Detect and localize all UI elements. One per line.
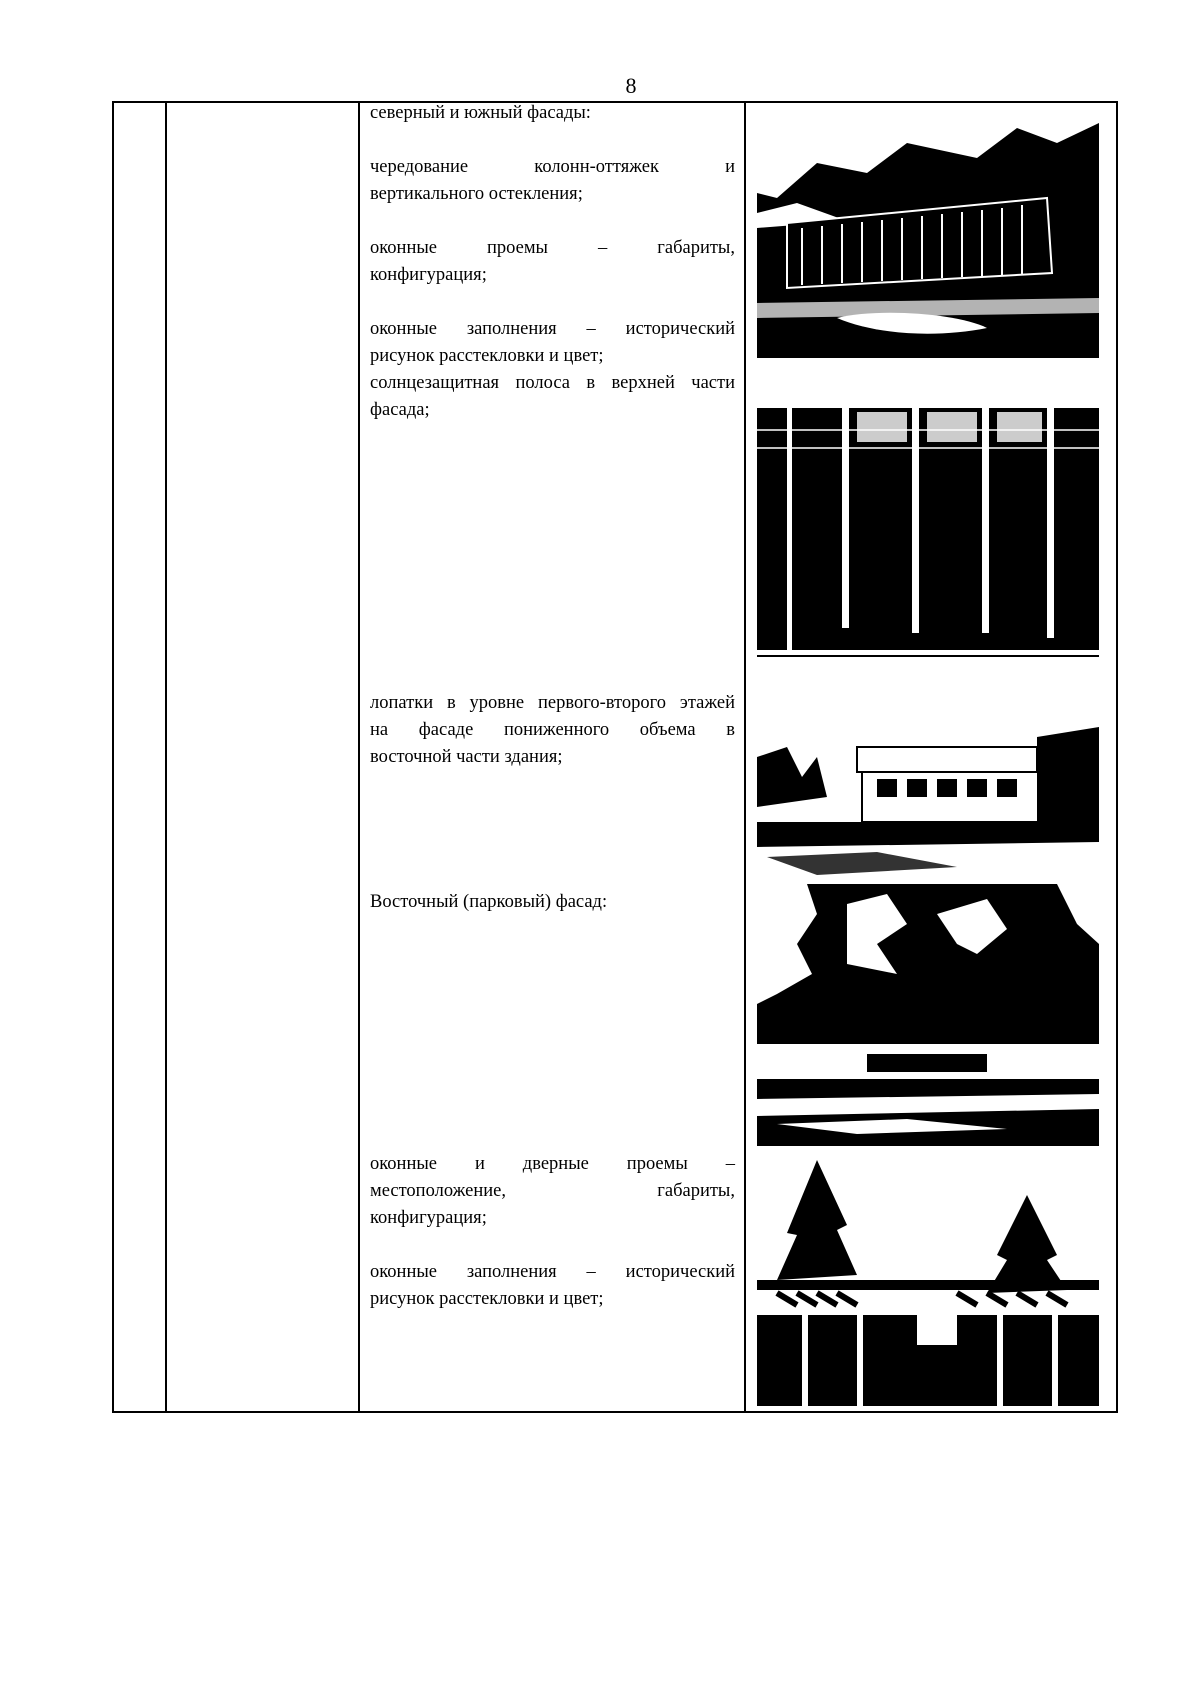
text-block-east-facade	[370, 889, 735, 916]
table-column-divider-3	[744, 101, 746, 1413]
text-line: конфигурация;	[370, 265, 487, 285]
paragraph-east-facade-heading	[370, 889, 735, 916]
text-line: вертикального остекления;	[370, 184, 583, 204]
paragraph-window-door-openings	[370, 1151, 735, 1232]
photo-park-facade-trees	[757, 884, 1099, 1146]
paragraph-window-openings	[370, 235, 735, 289]
text-line: восточной части здания;	[370, 747, 563, 767]
paragraph-window-fillings-east	[370, 1259, 735, 1313]
paragraph-facades-heading	[370, 100, 735, 127]
text-line: рисунок расстекловки и цвет;	[370, 1289, 604, 1309]
text-line: оконные проемы – габариты,	[370, 238, 735, 258]
text-line: солнцезащитная полоса в верхней части	[370, 373, 735, 393]
photo-building-perspective	[757, 103, 1099, 358]
text-block-east-openings	[370, 1151, 735, 1313]
text-line: конфигурация;	[370, 1208, 487, 1228]
text-line: фасада;	[370, 400, 430, 420]
text-line: оконные и дверные проемы –	[370, 1154, 735, 1174]
page-number: 8	[625, 73, 637, 98]
text-line: рисунок расстекловки и цвет;	[370, 346, 604, 366]
photo-lower-volume-east	[757, 717, 1099, 879]
text-line: чередование колонн-оттяжек и	[370, 157, 735, 177]
text-block-pilasters	[370, 690, 735, 771]
text-line: на фасаде пониженного объема в	[370, 720, 735, 740]
paragraph-columns	[370, 154, 735, 208]
table-column-divider-1	[165, 101, 167, 1413]
text-line: оконные заполнения – исторический	[370, 1262, 735, 1282]
photo-entrance-trees	[757, 1155, 1099, 1406]
paragraph-window-fillings	[370, 316, 735, 424]
text-line: местоположение, габариты,	[370, 1181, 735, 1201]
photo-facade-columns	[757, 400, 1099, 662]
table-column-divider-2	[358, 101, 360, 1413]
text-line: оконные заполнения – исторический	[370, 319, 735, 339]
text-line: Восточный (парковый) фасад:	[370, 892, 608, 912]
text-block-north-south-facades	[370, 100, 735, 424]
text-line: лопатки в уровне первого-второго этажей	[370, 693, 735, 713]
text-line: северный и южный фасады:	[370, 103, 591, 123]
paragraph-pilasters	[370, 690, 735, 771]
